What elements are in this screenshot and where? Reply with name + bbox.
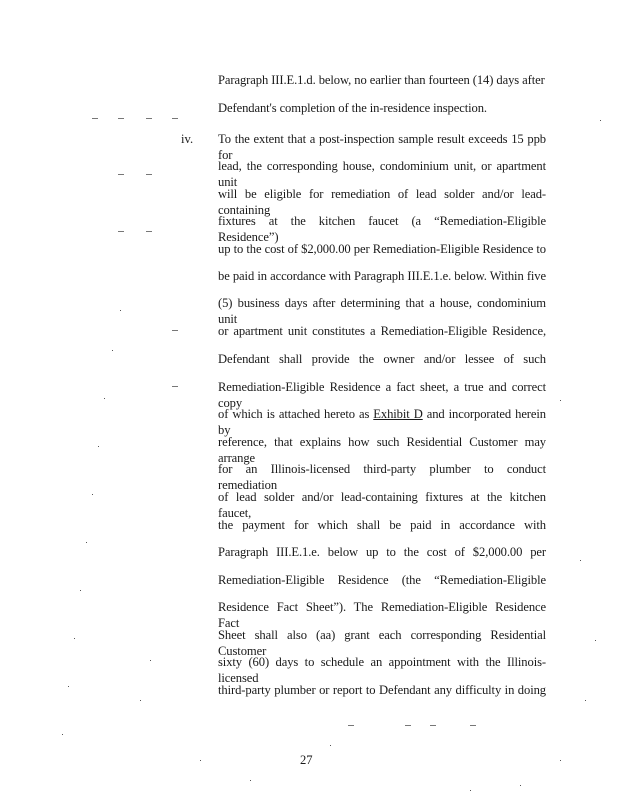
text-line: Paragraph III.E.1.d. below, no earlier than fourteen (14) days after	[218, 73, 545, 87]
text-line: be paid in accordance with Paragraph III.E.1.e. below. Within five	[218, 269, 546, 283]
text-line: Defendant's completion of the in-residence inspection.	[218, 101, 487, 115]
text-line: fixtures at the kitchen faucet (a “Remediation-Eligible Residence”)	[218, 214, 546, 244]
text-line: will be eligible for remediation of lead solder and/or lead-containing	[218, 187, 546, 217]
text-line: lead, the corresponding house, condominium unit, or apartment unit	[218, 159, 546, 189]
exhibit-reference: Exhibit D	[373, 407, 423, 421]
subparagraph-marker: iv.	[181, 132, 194, 146]
text-line: Defendant shall provide the owner and/or lessee of such	[218, 352, 546, 366]
text-line: the payment for which shall be paid in accordance with	[218, 518, 546, 532]
text-line: of lead solder and/or lead-containing fixtures at the kitchen faucet,	[218, 490, 546, 520]
text-line: Remediation-Eligible Residence (the “Remediation-Eligible	[218, 573, 546, 587]
text-fragment: and incorporated herein by	[218, 407, 546, 437]
text-line: (5) business days after determining that a house, condominium unit	[218, 296, 546, 326]
text-line: Residence Fact Sheet”). The Remediation-Eligible Residence Fact	[218, 600, 546, 630]
text-line: Paragraph III.E.1.e. below up to the cost of $2,000.00 per	[218, 545, 546, 559]
text-line: third-party plumber or report to Defendant any difficulty in doing	[218, 683, 546, 697]
text-line: reference, that explains how such Residential Customer may arrange	[218, 435, 546, 465]
text-line: To the extent that a post-inspection sample result exceeds 15 ppb for	[218, 132, 546, 162]
text-fragment: of which is attached hereto as	[218, 407, 374, 421]
page-number: 27	[300, 753, 313, 767]
text-line: Remediation-Eligible Residence a fact sheet, a true and correct copy	[218, 380, 546, 410]
text-line: sixty (60) days to schedule an appointment with the Illinois-licensed	[218, 655, 546, 685]
text-line: for an Illinois-licensed third-party plumber to conduct remediation	[218, 462, 546, 492]
text-line: or apartment unit constitutes a Remediation-Eligible Residence,	[218, 324, 546, 338]
text-line: Sheet shall also (aa) grant each corresponding Residential Customer	[218, 628, 546, 658]
text-line: up to the cost of $2,000.00 per Remediation-Eligible Residence to	[218, 242, 546, 256]
